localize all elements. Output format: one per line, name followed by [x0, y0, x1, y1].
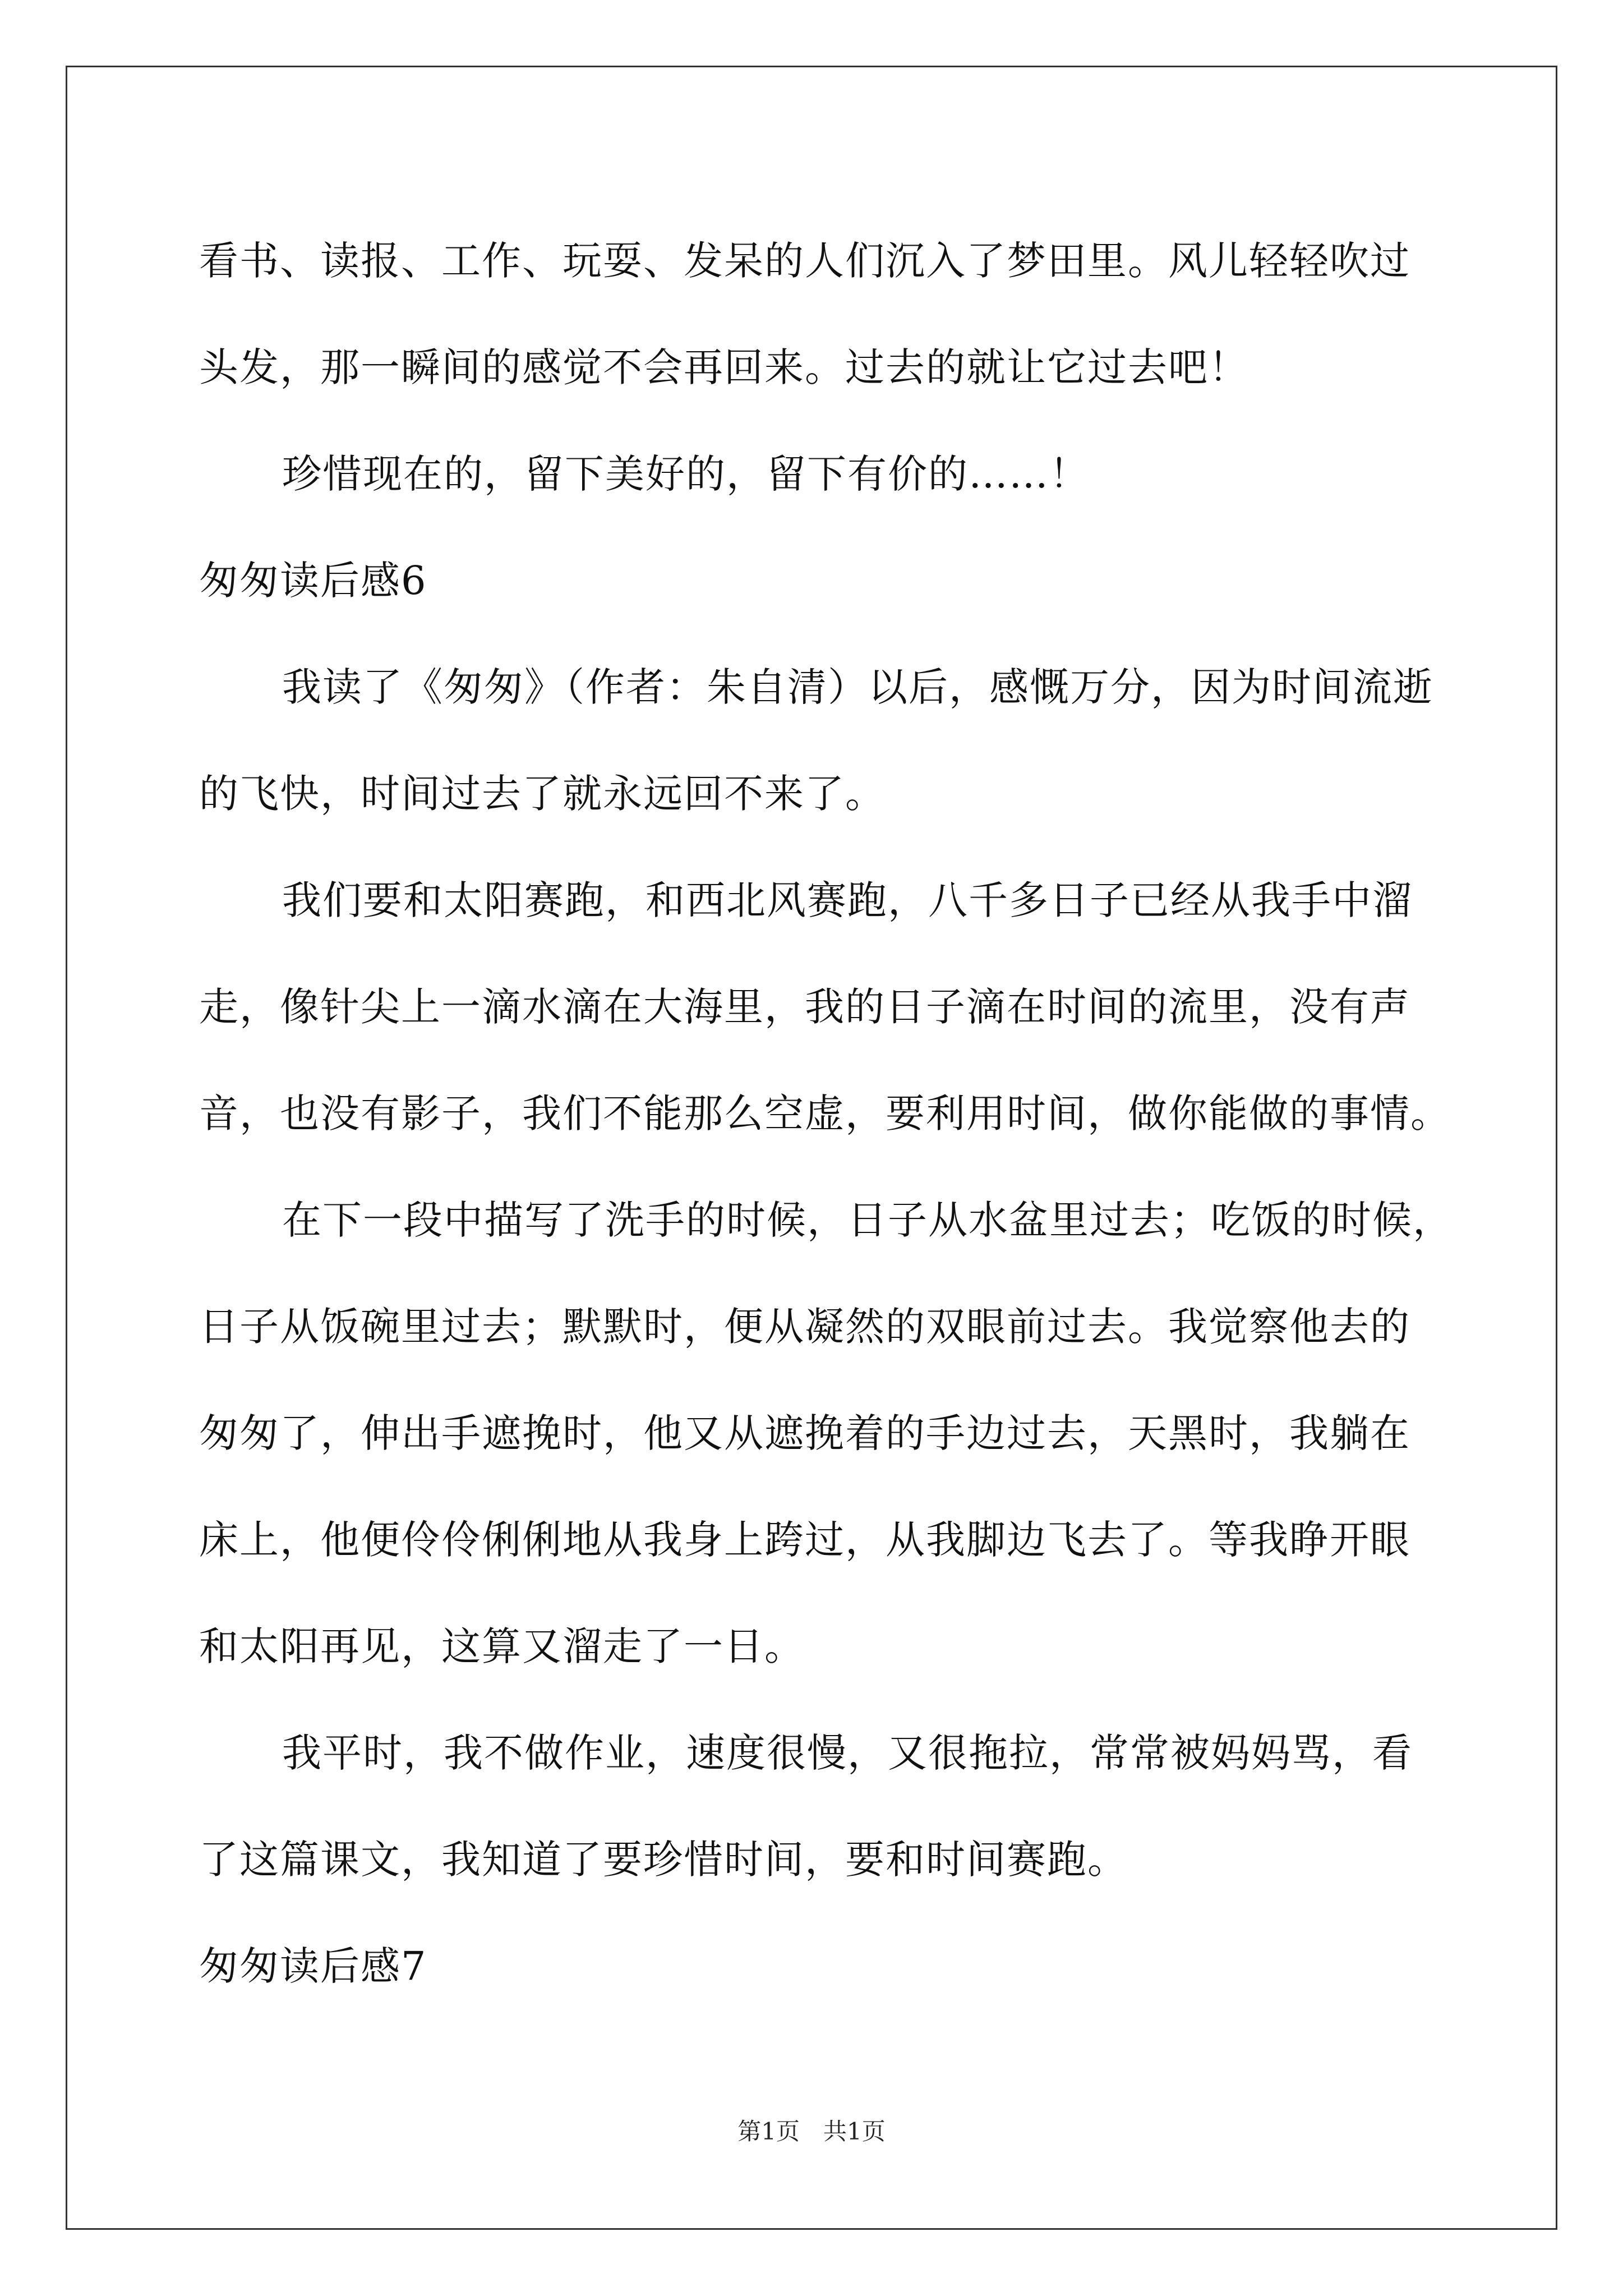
text-line: 看书、读报、工作、玩耍、发呆的人们沉入了梦田里。风儿轻轻吹过 — [199, 238, 1410, 284]
page-footer: 第1页 共1页 — [737, 2118, 886, 2145]
paragraph-line: 我平时，我不做作业，速度很慢，又很拖拉，常常被妈妈骂，看 — [282, 1730, 1413, 1776]
document-body — [199, 208, 1453, 2019]
paragraph-line: 在下一段中描写了洗手的时候，日子从水盆里过去；吃饭的时候， — [282, 1197, 1453, 1243]
text-line: 走，像针尖上一滴水滴在大海里，我的日子滴在时间的流里，没有声 — [199, 984, 1410, 1030]
text-line: 头发，那一瞬间的感觉不会再回来。过去的就让它过去吧！ — [199, 344, 1249, 390]
section-heading: 匆匆读后感6 — [199, 558, 427, 604]
paragraph-line: 我读了《匆匆》（作者：朱自清）以后，感慨万分，因为时间流逝 — [282, 664, 1433, 710]
section-heading: 匆匆读后感7 — [199, 1943, 427, 1989]
paragraph-line: 我们要和太阳赛跑，和西北风赛跑，八千多日子已经从我手中溜 — [282, 877, 1413, 923]
text-line: 日子从饭碗里过去；默默时，便从凝然的双眼前过去。我觉察他去的 — [199, 1304, 1410, 1350]
text-line: 的飞快，时间过去了就永远回不来了。 — [199, 771, 886, 817]
text-line: 和太阳再见，这算又溜走了一日。 — [199, 1623, 805, 1669]
paragraph-line: 珍惜现在的，留下美好的，留下有价的……！ — [282, 451, 1090, 497]
text-line: 了这篇课文，我知道了要珍惜时间，要和时间赛跑。 — [199, 1837, 1128, 1883]
text-line: 音，也没有影子，我们不能那么空虚，要利用时间，做你能做的事情。 — [199, 1091, 1451, 1137]
text-line: 匆匆了，伸出手遮挽时，他又从遮挽着的手边过去，天黑时，我躺在 — [199, 1410, 1410, 1456]
text-line: 床上，他便伶伶俐俐地从我身上跨过，从我脚边飞去了。等我睁开眼 — [199, 1517, 1410, 1563]
